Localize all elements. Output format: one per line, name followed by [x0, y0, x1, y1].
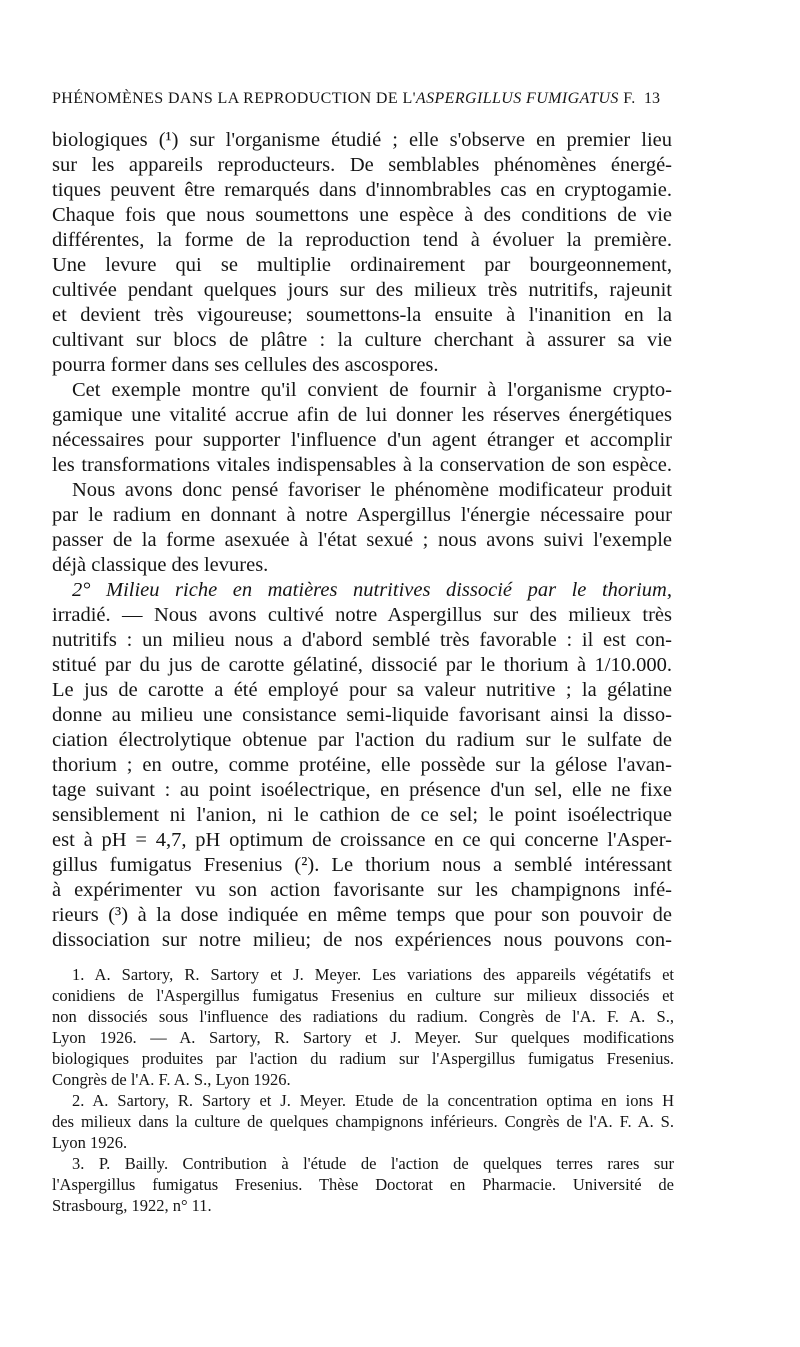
body-line: différentes, la forme de la reproduction tend à évoluer la première.: [52, 229, 672, 251]
body-line: sensiblement ni l'anion, ni le cathion de ce sel; le point isoélectrique: [52, 804, 672, 826]
body-line: tiques peuvent être remarqués dans d'innombrables cas en cryptogamie.: [52, 179, 672, 201]
footnote-line: Lyon 1926. — A. Sartory, R. Sartory et J. Meyer. Sur quelques modifications: [52, 1028, 674, 1047]
page-number: 13: [644, 90, 660, 107]
body-line: Chaque fois que nous soumettons une espèce à des conditions de vie: [52, 204, 672, 226]
footnote-line: l'Aspergillus fumigatus Fresenius. Thèse Doctorat en Pharmacie. Université de: [52, 1175, 674, 1194]
body-line: Cet exemple montre qu'il convient de fournir à l'organisme crypto-: [72, 379, 672, 401]
body-line: rieurs (³) à la dose indiquée en même temps que pour son pouvoir de: [52, 904, 672, 926]
footnote-line: biologiques produites par l'action du radium sur l'Aspergillus fumigatus Fresenius.: [52, 1049, 674, 1068]
running-header: [52, 90, 652, 114]
body-line: Le jus de carotte a été employé pour sa valeur nutritive ; la gélatine: [52, 679, 672, 701]
body-line: et devient très vigoureuse; soumettons-la ensuite à l'inanition en la: [52, 304, 672, 326]
body-line: les transformations vitales indispensables à la conservation de son espèce.: [52, 454, 672, 476]
body-line: irradié. — Nous avons cultivé notre Aspergillus sur des milieux très: [52, 604, 672, 626]
body-line: cultivée pendant quelques jours sur des milieux très nutritifs, rajeunit: [52, 279, 672, 301]
body-line: sur les appareils reproducteurs. De semblables phénomènes énergé-: [52, 154, 672, 176]
header-title-prefix: PHÉNOMÈNES DANS LA REPRODUCTION DE L': [52, 90, 416, 107]
body-line: gillus fumigatus Fresenius (²). Le thorium nous a semblé intéressant: [52, 854, 672, 876]
body-line: tage suivant : au point isoélectrique, en présence d'un sel, elle ne fixe: [52, 779, 672, 801]
body-line: nécessaires pour supporter l'influence d'un agent étranger et accomplir: [52, 429, 672, 451]
body-line: stitué par du jus de carotte gélatiné, dissocié par le thorium à 1/10.000.: [52, 654, 672, 676]
body-line: pourra former dans ses cellules des ascospores.: [52, 354, 439, 376]
footnote-line: 2. A. Sartory, R. Sartory et J. Meyer. Etude de la concentration optima en ions H: [72, 1091, 674, 1110]
body-line: déjà classique des levures.: [52, 554, 269, 576]
body-line: Une levure qui se multiplie ordinairement par bourgeonnement,: [52, 254, 672, 276]
body-line: dissociation sur notre milieu; de nos expériences nous pouvons con-: [52, 929, 672, 951]
body-line: donne au milieu une consistance semi-liquide favorisant ainsi la disso-: [52, 704, 672, 726]
header-title-italic: ASPERGILLUS FUMIGATUS: [415, 90, 619, 107]
body-line: passer de la forme asexuée à l'état sexué ; nous avons suivi l'exemple: [52, 529, 672, 551]
body-line: nutritifs : un milieu nous a d'abord semblé très favorable : il est con-: [52, 629, 672, 651]
body-line: cultivant sur blocs de plâtre : la culture cherchant à assurer sa vie: [52, 329, 672, 351]
body-line: est à pH = 4,7, pH optimum de croissance en ce qui concerne l'Asper-: [52, 829, 672, 851]
body-line: à expérimenter vu son action favorisante sur les champignons infé-: [52, 879, 672, 901]
footnote-line: Congrès de l'A. F. A. S., Lyon 1926.: [52, 1070, 291, 1089]
footnote-line: 1. A. Sartory, R. Sartory et J. Meyer. Les variations des appareils végétatifs et: [72, 965, 674, 984]
body-line: gamique une vitalité accrue afin de lui donner les réserves énergétiques: [52, 404, 672, 426]
footnote-line: 3. P. Bailly. Contribution à l'étude de l'action de quelques terres rares sur: [72, 1154, 674, 1173]
footnote-line: Strasbourg, 1922, n° 11.: [52, 1196, 212, 1215]
footnote-line: non dissociés sous l'influence des radiations du radium. Congrès de l'A. F. A. S.,: [52, 1007, 674, 1026]
footnote-line: Lyon 1926.: [52, 1133, 128, 1152]
body-line: thorium ; en outre, comme protéine, elle possède sur la gélose l'avan-: [52, 754, 672, 776]
body-line: Nous avons donc pensé favoriser le phénomène modificateur produit: [72, 479, 672, 501]
footnote-line: des milieux dans la culture de quelques champignons inférieurs. Congrès de l'A. F. A. S.: [52, 1112, 674, 1131]
header-title-suffix: F.: [618, 90, 636, 107]
body-line: par le radium en donnant à notre Aspergillus l'énergie nécessaire pour: [52, 504, 672, 526]
footnote-line: conidiens de l'Aspergillus fumigatus Fresenius en culture sur milieux dissociés et: [52, 986, 674, 1005]
body-line: biologiques (¹) sur l'organisme étudié ; elle s'observe en premier lieu: [52, 129, 672, 151]
body-line: ciation électrolytique obtenue par l'action du radium sur le sulfate de: [52, 729, 672, 751]
body-line: 2° Milieu riche en matières nutritives dissocié par le thorium,: [72, 579, 672, 601]
